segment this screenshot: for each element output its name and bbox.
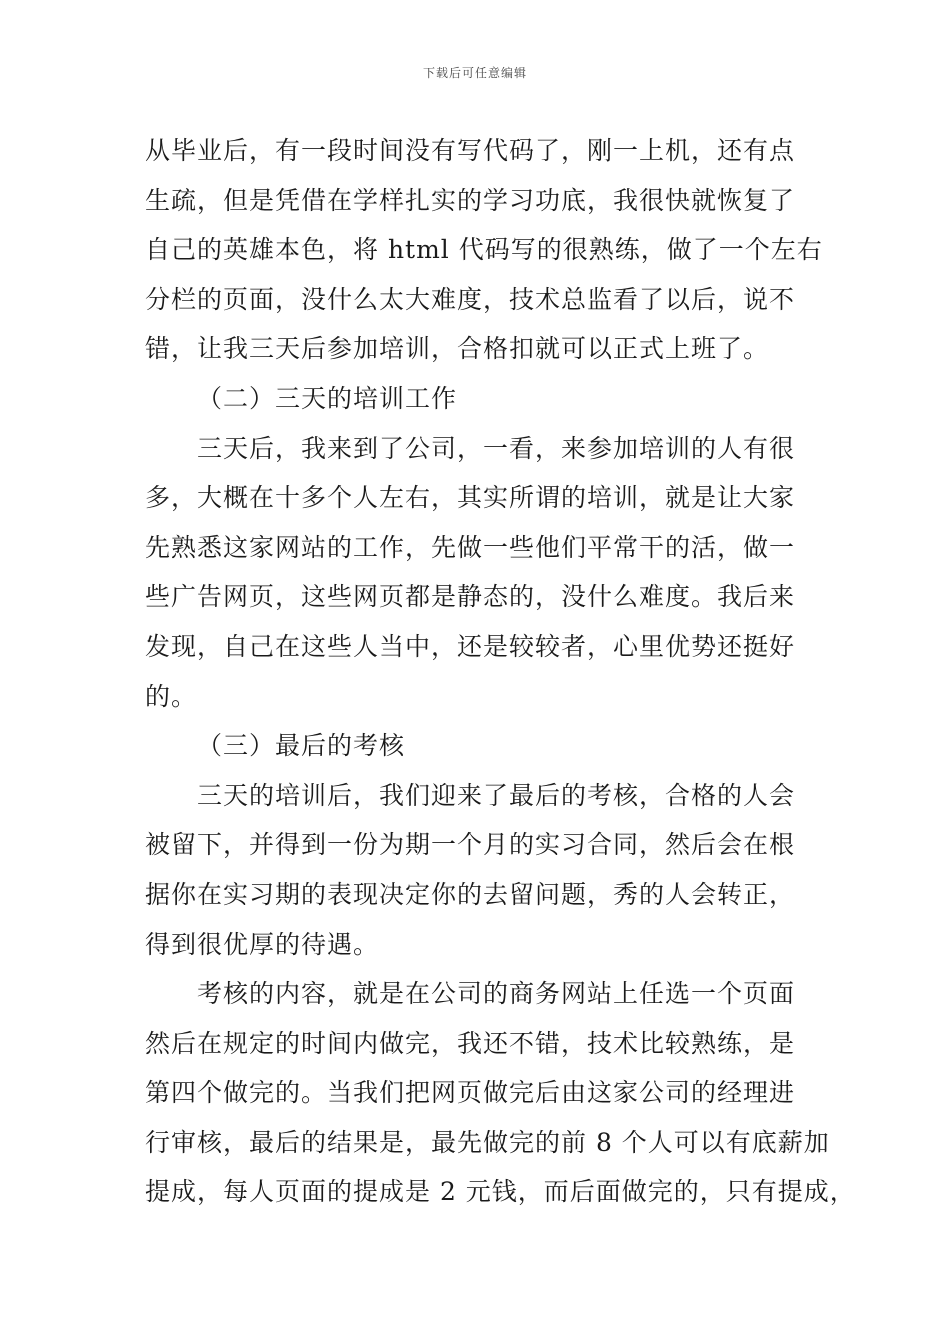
text-line: 分栏的页面，没什么太大难度，技术总监看了以后，说不 (145, 284, 796, 314)
text-line: 第四个做完的。当我们把网页做完后由这家公司的经理进 (145, 1078, 796, 1108)
section-heading: （二）三天的培训工作 (197, 383, 458, 413)
page-header-note: 下载后可任意编辑 (422, 66, 527, 80)
text-line: 先熟悉这家网站的工作，先做一些他们平常干的活，做一 (145, 532, 796, 562)
text-line: 被留下，并得到一份为期一个月的实习合同，然后会在根 (145, 830, 796, 860)
text-line: 据你在实习期的表现决定你的去留问题，秀的人会转正， (145, 879, 796, 909)
text-line: 考核的内容，就是在公司的商务网站上任选一个页面 (197, 979, 796, 1009)
text-line: 的。 (145, 681, 198, 711)
text-line: 三天的培训后，我们迎来了最后的考核，合格的人会 (197, 780, 796, 810)
text-line: 从毕业后，有一段时间没有写代码了，刚一上机，还有点 (145, 136, 796, 165)
text-line: 三天后，我来到了公司，一看，来参加培训的人有很 (197, 433, 796, 463)
text-line: 错，让我三天后参加培训，合格扣就可以正式上班了。 (145, 334, 770, 364)
document-body (145, 126, 856, 1217)
text-line: 得到很优厚的待遇。 (145, 929, 380, 959)
section-heading: （三）最后的考核 (197, 731, 406, 761)
text-line: 些广告网页，这些网页都是静态的，没什么难度。我后来 (145, 582, 796, 612)
text-line: 行审核，最后的结果是，最先做完的前 8 个人可以有底薪加 (145, 1127, 830, 1157)
text-line: 然后在规定的时间内做完，我还不错，技术比较熟练，是 (145, 1028, 796, 1058)
text-line: 发现，自己在这些人当中，还是较较者，心里优势还挺好 (145, 631, 796, 661)
text-line: 提成，每人页面的提成是 2 元钱，而后面做完的，只有提成， (145, 1177, 856, 1207)
text-line: 生疏，但是凭借在学样扎实的学习功底，我很快就恢复了 (145, 185, 796, 215)
text-line: 自己的英雄本色，将 html 代码写的很熟练，做了一个左右 (145, 235, 823, 265)
text-line: 多，大概在十多个人左右，其实所谓的培训，就是让大家 (145, 483, 796, 513)
